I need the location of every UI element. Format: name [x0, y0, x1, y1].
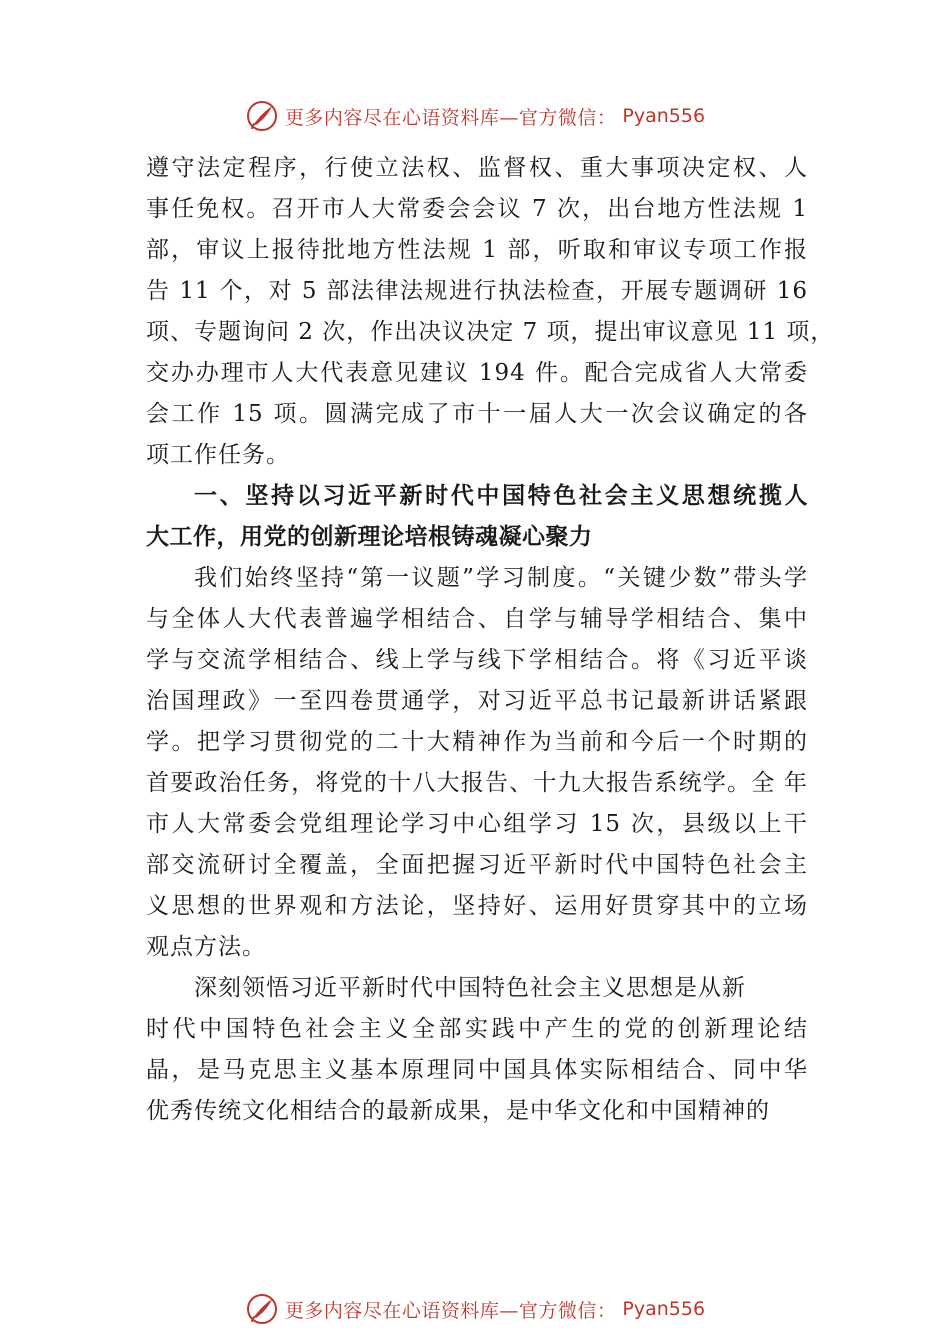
footer-banner-wechat-id: Pyan556 — [622, 1298, 706, 1320]
paragraph-line: 事任免权。召开市人大常委会会议 7 次，出台地方性法规 1 — [146, 196, 808, 222]
paragraph-line: 部，审议上报待批地方性法规 1 部，听取和审议专项工作报 — [146, 237, 808, 263]
paragraph-line: 我们始终坚持“第一议题”学习制度。“关键少数”带头学 — [194, 565, 808, 591]
paragraph-line: 治国理政》一至四卷贯通学，对习近平总书记最新讲话紧跟 — [146, 688, 808, 714]
quill-logo-icon — [245, 1292, 279, 1326]
paragraph-line: 深刻领悟习近平新时代中国特色社会主义思想是从新 — [194, 975, 746, 1001]
section-heading-line: 一、坚持以习近平新时代中国特色社会主义思想统揽人 — [194, 483, 808, 509]
paragraph-line: 观点方法。 — [146, 934, 266, 960]
paragraph-line: 项、专题询问 2 次，作出决议决定 7 项，提出审议意见 11 项， — [146, 319, 835, 345]
paragraph-line: 优秀传统文化相结合的最新成果，是中华文化和中国精神的 — [146, 1098, 770, 1124]
paragraph-line: 交办办理市人大代表意见建议 194 件。配合完成省人大常委 — [146, 360, 808, 386]
paragraph-line: 晶，是马克思主义基本原理同中国具体实际相结合、同中华 — [146, 1057, 808, 1083]
paragraph-line: 与全体人大代表普遍学相结合、自学与辅导学相结合、集中 — [146, 606, 808, 632]
section-heading-line: 大工作，用党的创新理论培根铸魂凝心聚力 — [146, 524, 593, 550]
paragraph-line: 部交流研讨全覆盖，全面把握习近平新时代中国特色社会主 — [146, 852, 808, 878]
paragraph-line: 遵守法定程序，行使立法权、监督权、重大事项决定权、人 — [146, 155, 808, 181]
paragraph-line: 项工作任务。 — [146, 442, 290, 468]
header-banner — [0, 96, 950, 136]
header-banner-text: 更多内容尽在心语资料库—官方微信： — [284, 106, 617, 129]
paragraph-line: 市人大常委会党组理论学习中心组学习 15 次，县级以上干 — [146, 811, 808, 837]
header-banner-wechat-id: Pyan556 — [622, 105, 706, 127]
paragraph-line: 学与交流学相结合、线上学与线下学相结合。将《习近平谈 — [146, 647, 808, 673]
paragraph-line: 学。把学习贯彻党的二十大精神作为当前和今后一个时期的 — [146, 729, 808, 755]
quill-logo-icon — [245, 99, 279, 133]
paragraph-line: 告 11 个，对 5 部法律法规进行执法检查，开展专题调研 16 — [146, 278, 808, 304]
paragraph-line: 时代中国特色社会主义全部实践中产生的党的创新理论结 — [146, 1016, 808, 1042]
paragraph-line: 首要政治任务，将党的十八大报告、十九大报告系统学。全 年 — [146, 770, 808, 796]
document-body — [146, 148, 835, 1132]
footer-banner — [0, 1289, 950, 1329]
paragraph-line: 义思想的世界观和方法论，坚持好、运用好贯穿其中的立场 — [146, 893, 808, 919]
footer-banner-text: 更多内容尽在心语资料库—官方微信： — [284, 1299, 617, 1322]
paragraph-line: 会工作 15 项。圆满完成了市十一届人大一次会议确定的各 — [146, 401, 808, 427]
